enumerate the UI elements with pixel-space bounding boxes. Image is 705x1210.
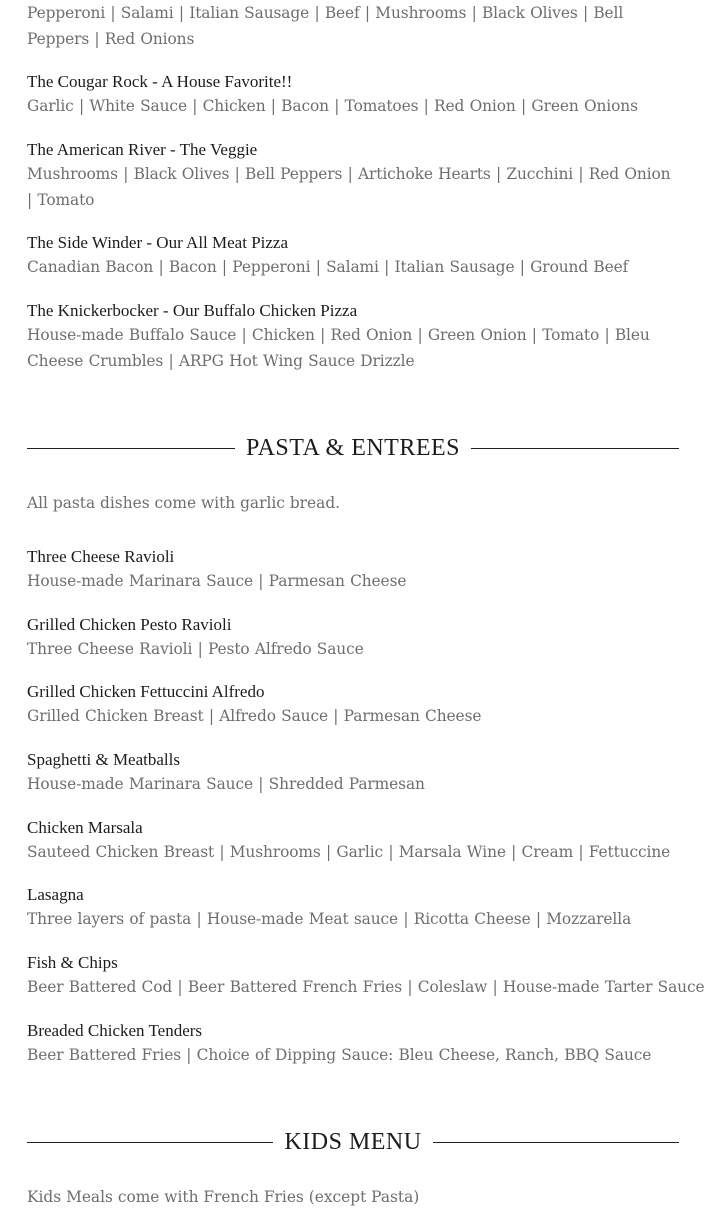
section-divider-right <box>471 448 679 449</box>
menu-item-title: Lasagna <box>27 885 84 904</box>
menu-item-side-winder <box>27 230 679 281</box>
menu-item-chicken-marsala <box>27 815 679 866</box>
menu-item-cougar-rock <box>27 69 679 120</box>
menu-item-title: Grilled Chicken Pesto Ravioli <box>27 615 232 634</box>
menu-item-description: House-made Buffalo Sauce | Chicken | Red Onion | Green Onion | Tomato | Bleu Cheese Crumbles | ARPG Hot Wing Sauce Drizzle <box>27 326 650 370</box>
menu-item-description: Sauteed Chicken Breast | Mushrooms | Garlic | Marsala Wine | Cream | Fettuccine <box>27 843 671 861</box>
section-header-pasta <box>27 428 679 468</box>
menu-item-chicken-tenders <box>27 1018 679 1069</box>
menu-item-pesto-ravioli <box>27 612 679 663</box>
menu-item-american-river <box>27 137 679 213</box>
menu-item-description: Canadian Bacon | Bacon | Pepperoni | Salami | Italian Sausage | Ground Beef <box>27 258 629 276</box>
menu-item-description: House-made Marinara Sauce | Shredded Parmesan <box>27 775 425 793</box>
menu-item-description: Beer Battered Fries | Choice of Dipping Sauce: Bleu Cheese, Ranch, BBQ Sauce <box>27 1046 652 1064</box>
menu-item-description: Grilled Chicken Breast | Alfredo Sauce | Parmesan Cheese <box>27 707 482 725</box>
section-title: KIDS MENU <box>284 1129 422 1155</box>
menu-item-description: House-made Marinara Sauce | Parmesan Cheese <box>27 572 407 590</box>
section-header-kids <box>27 1122 679 1162</box>
menu-item-title: Spaghetti & Meatballs <box>27 750 180 769</box>
menu-item-description: Mushrooms | Black Olives | Bell Peppers | Artichoke Hearts | Zucchini | Red Onion | Tomato <box>27 165 671 209</box>
menu-item-description: Beer Battered Cod | Beer Battered French Fries | Coleslaw | House-made Tarter Sauce <box>27 978 705 996</box>
menu-item-title: Fish & Chips <box>27 953 118 972</box>
menu-item-fettuccini-alfredo <box>27 679 679 730</box>
menu-item-knickerbocker <box>27 298 679 374</box>
menu-item-title: The Side Winder - Our All Meat Pizza <box>27 233 289 252</box>
menu-item-three-cheese-ravioli <box>27 544 679 595</box>
menu-item-title: The Cougar Rock - A House Favorite!! <box>27 72 293 91</box>
menu-item-title: Chicken Marsala <box>27 818 143 837</box>
menu-item-pizza-1 <box>27 1 679 52</box>
menu-item-fish-chips <box>27 950 705 1001</box>
menu-item-title: Breaded Chicken Tenders <box>27 1021 203 1040</box>
menu-item-lasagna <box>27 882 679 933</box>
section-title: PASTA & ENTREES <box>245 435 461 461</box>
menu-item-spaghetti-meatballs <box>27 747 679 798</box>
menu-item-description: Garlic | White Sauce | Chicken | Bacon | Tomatoes | Red Onion | Green Onions <box>27 97 638 115</box>
menu-item-title: The Knickerbocker - Our Buffalo Chicken Pizza <box>27 301 358 320</box>
menu-item-title: The American River - The Veggie <box>27 140 258 159</box>
section-note: All pasta dishes come with garlic bread. <box>27 494 341 512</box>
menu-item-description: Three layers of pasta | House-made Meat sauce | Ricotta Cheese | Mozzarella <box>27 910 632 928</box>
section-note: Kids Meals come with French Fries (except Pasta) <box>27 1188 420 1206</box>
section-divider-right <box>433 1142 679 1143</box>
menu-item-description: Three Cheese Ravioli | Pesto Alfredo Sauce <box>27 640 364 658</box>
menu-item-title: Grilled Chicken Fettuccini Alfredo <box>27 682 265 701</box>
menu-item-description: Pepperoni | Salami | Italian Sausage | Beef | Mushrooms | Black Olives | Bell Peppers | Red Onions <box>27 4 624 48</box>
menu-item-title: Three Cheese Ravioli <box>27 547 175 566</box>
